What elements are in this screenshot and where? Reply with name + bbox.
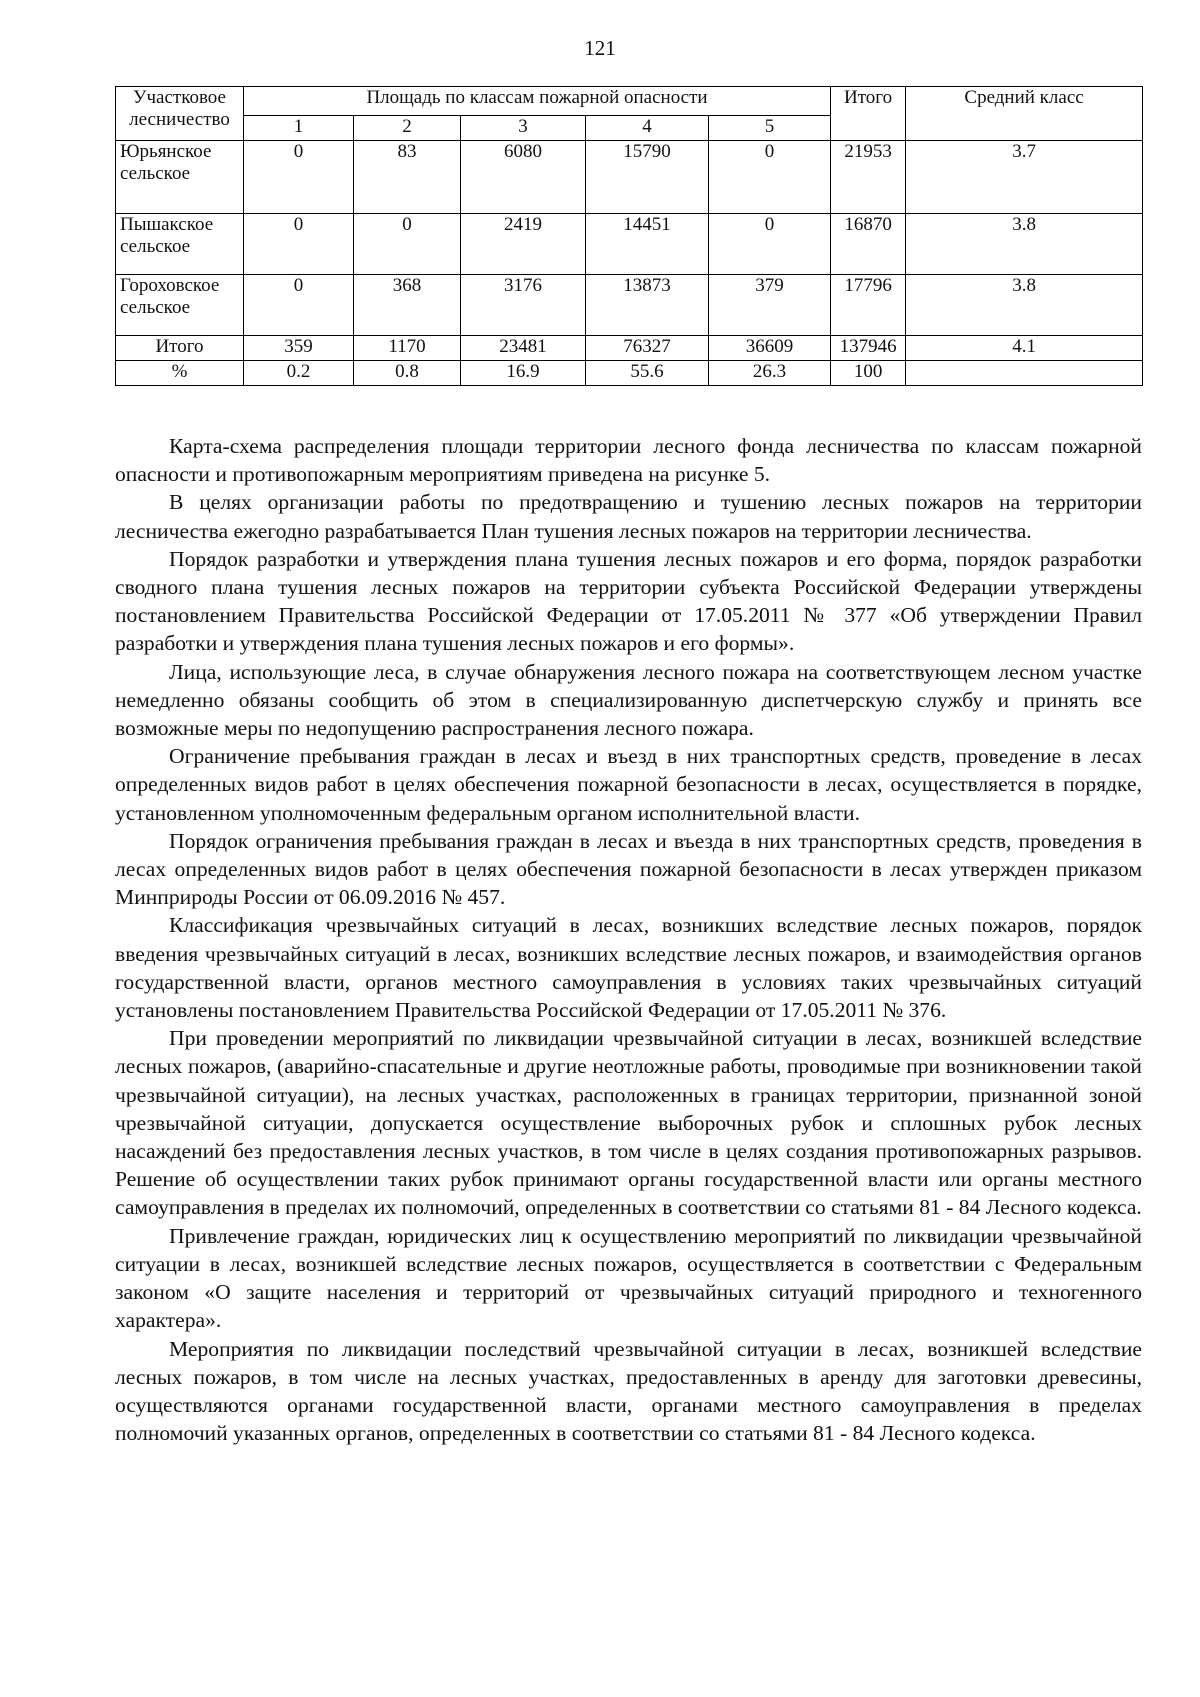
- paragraph: Порядок разработки и утверждения плана тушения лесных пожаров и его форма, порядок разработки сводного плана тушения лесных пожаров на территории субъекта Российской Федерации утверждены постановлением Правительства Российской Федерации от 17.05.2011 № 377 «Об утверждении Правил разработки и утверждения плана тушения лесных пожаров и его формы».: [115, 546, 1142, 656]
- cell-class-2: 1170: [354, 336, 461, 361]
- cell-class-5: 0: [709, 214, 831, 275]
- body-text: [115, 432, 1142, 1447]
- paragraph: Мероприятия по ликвидации последствий чрезвычайной ситуации в лесах, возникшей вследствие лесных пожаров, в том числе на лесных участках, предоставленных в аренду для заготовки древесины, осуществляются органами государственной власти, органами местного самоуправления в пределах полномочий указанных органов, определенных в соответствии со статьями 81 - 84 Лесного кодекса.: [115, 1336, 1142, 1446]
- paragraph: При проведении мероприятий по ликвидации чрезвычайной ситуации в лесах, возникшей вследствие лесных пожаров, (аварийно-спасательные и другие неотложные работы, проводимые при возникновении такой чрезвычайной ситуации), на лесных участках, расположенных в границах территории, признанной зоной чрезвычайной ситуации, допускается осуществление выборочных рубок и сплошных рубок лесных насаждений без предоставления лесных участков, в том числе в целях создания противопожарных разрывов. Решение об осуществлении таких рубок принимают органы государственной власти или органы местного самоуправления в пределах их полномочий, определенных в соответствии со статьями 81 - 84 Лесного кодекса.: [115, 1026, 1142, 1220]
- cell-total: 100: [831, 361, 906, 386]
- table-row: [116, 275, 1143, 336]
- cell-class-3: 6080: [461, 141, 586, 214]
- cell-class-5: 0: [709, 141, 831, 214]
- cell-class-5: 379: [709, 275, 831, 336]
- paragraph: Ограничение пребывания граждан в лесах и въезд в них транспортных средств, проведение в лесах определенных видов работ в целях обеспечения пожарной безопасности в лесах, осуществляется в порядке, установленном уполномоченным федеральным органом исполнительной власти.: [115, 744, 1142, 825]
- cell-class-3: 3176: [461, 275, 586, 336]
- header-class-2: 2: [354, 116, 461, 141]
- cell-class-2: 368: [354, 275, 461, 336]
- total-row: [116, 336, 1143, 361]
- page-number: 121: [584, 36, 616, 60]
- cell-mean: 3.8: [906, 275, 1143, 336]
- header-total: Итого: [831, 87, 906, 141]
- cell-mean: 3.7: [906, 141, 1143, 214]
- cell-total: 16870: [831, 214, 906, 275]
- cell-class-1: 0: [244, 275, 354, 336]
- cell-total: 17796: [831, 275, 906, 336]
- table-row: [116, 214, 1143, 275]
- cell-class-3: 23481: [461, 336, 586, 361]
- percent-row: [116, 361, 1143, 386]
- cell-class-1: 0.2: [244, 361, 354, 386]
- cell-total: 21953: [831, 141, 906, 214]
- total-label: Итого: [116, 336, 244, 361]
- cell-mean: 4.1: [906, 336, 1143, 361]
- cell-class-4: 13873: [586, 275, 709, 336]
- paragraph: Порядок ограничения пребывания граждан в лесах и въезда в них транспортных средств, проведения в лесах определенных видов работ в целях обеспечения пожарной безопасности в лесах утвержден приказом Минприроды России от 06.09.2016 № 457.: [115, 828, 1142, 910]
- fire-class-table: [115, 86, 1143, 386]
- cell-class-2: 83: [354, 141, 461, 214]
- header-class-3: 3: [461, 116, 586, 141]
- header-class-4: 4: [586, 116, 709, 141]
- paragraph: Привлечение граждан, юридических лиц к осуществлению мероприятий по ликвидации чрезвычайной ситуации в лесах, возникшей вследствие лесных пожаров, осуществляется в соответствии с Федеральным законом «О защите населения и территорий от чрезвычайных ситуаций природного и техногенного характера».: [115, 1223, 1142, 1333]
- percent-label: %: [116, 361, 244, 386]
- paragraph: Классификация чрезвычайных ситуаций в лесах, возникших вследствие лесных пожаров, порядок введения чрезвычайных ситуаций в лесах, возникших вследствие лесных пожаров, и взаимодействия органов государственной власти, органов местного самоуправления в условиях таких чрезвычайных ситуаций установлены постановлением Правительства Российской Федерации от 17.05.2011 № 376.: [115, 913, 1142, 1023]
- cell-class-3: 2419: [461, 214, 586, 275]
- cell-class-3: 16.9: [461, 361, 586, 386]
- header-class-5: 5: [709, 116, 831, 141]
- table-row: [116, 141, 1143, 214]
- cell-class-4: 14451: [586, 214, 709, 275]
- cell-class-4: 76327: [586, 336, 709, 361]
- cell-mean: 3.8: [906, 214, 1143, 275]
- cell-class-4: 15790: [586, 141, 709, 214]
- paragraph: Карта-схема распределения площади территории лесного фонда лесничества по классам пожарной опасности и противопожарным мероприятиям приведена на рисунке 5.: [115, 434, 1142, 487]
- cell-class-4: 55.6: [586, 361, 709, 386]
- cell-class-5: 36609: [709, 336, 831, 361]
- paragraph: В целях организации работы по предотвращению и тушению лесных пожаров на территории лесничества ежегодно разрабатывается План тушения лесных пожаров на территории лесничества.: [115, 490, 1142, 543]
- cell-total: 137946: [831, 336, 906, 361]
- paragraph: Лица, использующие леса, в случае обнаружения лесного пожара на соответствующем лесном участке немедленно обязаны сообщить об этом в специализированную диспетчерскую службу и принять все возможные меры по недопущению распространения лесного пожара.: [115, 659, 1142, 741]
- cell-class-2: 0: [354, 214, 461, 275]
- row-name: Гороховское сельское: [116, 275, 244, 336]
- header-class-1: 1: [244, 116, 354, 141]
- cell-class-2: 0.8: [354, 361, 461, 386]
- header-mean-class: Средний класс: [906, 87, 1143, 141]
- row-name: Юрьянское сельское: [116, 141, 244, 214]
- cell-class-1: 0: [244, 214, 354, 275]
- header-area-by-class: Площадь по классам пожарной опасности: [244, 87, 831, 116]
- row-name: Пышакское сельское: [116, 214, 244, 275]
- cell-class-5: 26.3: [709, 361, 831, 386]
- header-forestry: Участковое лесничество: [116, 87, 244, 141]
- cell-class-1: 0: [244, 141, 354, 214]
- cell-class-1: 359: [244, 336, 354, 361]
- cell-mean-empty: [906, 361, 1143, 386]
